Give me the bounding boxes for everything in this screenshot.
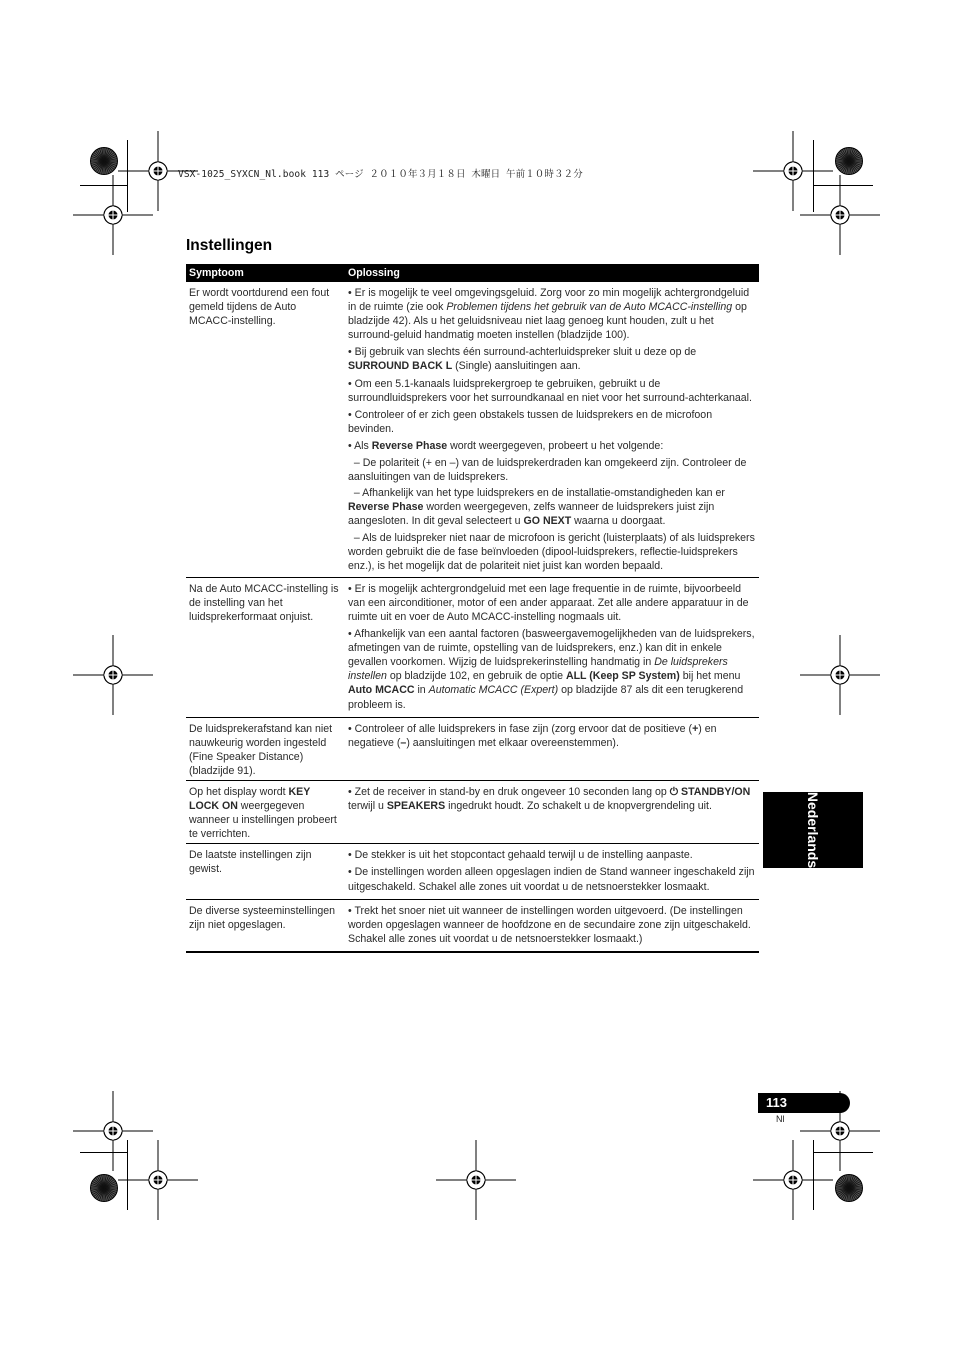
solution-paragraph: • Controleer of er zich geen obstakels tussen de luidsprekers en de microfoon bevinden. [348, 408, 713, 435]
table-row [186, 282, 759, 577]
print-header: VSX-1025_SYXCN_Nl.book 113 ページ ２０１０年３月１８日 木曜日 午前１０時３２分 [178, 169, 583, 180]
page-language-code: Nl [776, 1114, 785, 1124]
symptom-cell: Na de Auto MCACC-instelling is de instelling van het luidsprekerformaat onjuist. [186, 577, 345, 717]
column-header-symptom: Symptoom [186, 264, 345, 282]
solution-paragraph: • Zet de receiver in stand-by en druk ongeveer 10 seconden lang op ⏻ STANDBY/ON terwijl u SPEAKERS ingedrukt houdt. Zo schakelt u de knopvergrendeling uit. [348, 786, 751, 813]
solution-cell [345, 282, 759, 577]
language-side-tab-label: Nederlands [805, 791, 821, 869]
solution-paragraph: • Als Reverse Phase wordt weergegeven, probeert u het volgende: [348, 439, 664, 452]
solution-paragraph: • Afhankelijk van een aantal factoren (basweergavemogelijkheden van de luidsprekers, afmetingen van de ruimte, opstelling van de luidsprekers, enz.) kan dit in enkele gevallen voorkomen. Wijzig de luidsprekerinstelling handmatig in De luidsprekers instellen op bladzijde 102, en gebruik de optie ALL (Keep SP System) bij het menu Auto MCACC in Automatic MCACC (Expert) op bladzijde 87 als dit een terugkerend probleem is. [348, 628, 755, 711]
solution-paragraph: – De polariteit (+ en –) van de luidsprekerdraden kan omgekeerd zijn. Controleer de aansluitingen van de luidsprekers. [348, 457, 747, 484]
symptom-cell: De diverse systeeminstellingen zijn niet opgeslagen. [186, 899, 345, 952]
registration-starburst-icon [834, 146, 864, 176]
solution-paragraph: • Er is mogelijk te veel omgevingsgeluid. Zorg voor zo min mogelijk achtergrondgeluid in de ruimte (zie ook Problemen tijdens het gebruik van de Auto MCACC-instelling op bladzijde 42). Als u het geluidsniveau niet laag genoeg kunt houden, zult u het surround-geluid handmatig moeten instellen (bladzijde 100). [348, 287, 750, 342]
column-header-solution: Oplossing [345, 264, 759, 282]
section-title: Instellingen [186, 237, 273, 254]
solution-cell [345, 717, 759, 780]
registration-crosshair-icon [753, 1140, 833, 1220]
table-row [186, 899, 759, 952]
symptom-cell: De laatste instellingen zijn gewist. [186, 844, 345, 899]
registration-crosshair-icon [800, 635, 880, 715]
solution-paragraph: • Trekt het snoer niet uit wanneer de instellingen worden uitgevoerd. (De instellingen worden opgeslagen wanneer de hoofdzone en de secundaire zone zijn uitgeschakeld. Schakel alle zones uit voordat u de netsnoerstekker losmaakt.) [348, 904, 751, 945]
symptom-cell: Er wordt voortdurend een fout gemeld tijdens de Auto MCACC-instelling. [186, 282, 345, 577]
page-number: 113 [766, 1095, 787, 1110]
symptom-cell: Op het display wordt KEY LOCK ON weergegeven wanneer u instellingen probeert te verrichten. [186, 781, 345, 844]
table-row [186, 781, 759, 844]
registration-starburst-icon [89, 146, 119, 176]
solution-cell [345, 844, 759, 899]
troubleshooting-table [186, 264, 759, 953]
registration-crosshair-icon [118, 1140, 198, 1220]
solution-paragraph: • De stekker is uit het stopcontact gehaald terwijl u de instelling aanpaste. [348, 849, 693, 862]
table-row [186, 717, 759, 780]
symptom-cell: De luidsprekerafstand kan niet nauwkeurig worden ingesteld (Fine Speaker Distance) (bladzijde 91). [186, 717, 345, 780]
table-header-row [186, 264, 759, 282]
solution-paragraph: • Bij gebruik van slechts één surround-achterluidspreker sluit u deze op de SURROUND BACK L (Single) aansluitingen aan. [348, 346, 697, 373]
solution-paragraph: – Als de luidspreker niet naar de microfoon is gericht (luisterplaats) of als luidsprekers worden gebruikt die de fase beïnvloeden (dipool-luidsprekers, reflectie-luidsprekers enz.), is het mogelijk dat de polariteit niet juist kan worden bepaald. [348, 531, 755, 572]
registration-crosshair-icon [436, 1140, 516, 1220]
solution-paragraph: • De instellingen worden alleen opgeslagen indien de Stand wanneer ingeschakeld zijn uitgeschakeld. Schakel alle zones uit voordat u de netsnoerstekker losmaakt. [348, 866, 755, 893]
table-row [186, 844, 759, 899]
language-side-tab [763, 792, 863, 868]
registration-crosshair-icon [73, 635, 153, 715]
registration-starburst-icon [89, 1173, 119, 1203]
solution-cell [345, 899, 759, 952]
registration-crosshair-icon [800, 175, 880, 255]
solution-paragraph: • Controleer of alle luidsprekers in fase zijn (zorg ervoor dat de positieve (+) en negatieve (–) aansluitingen met elkaar overeenstemmen). [348, 722, 717, 749]
solution-paragraph: • Er is mogelijk achtergrondgeluid met een lage frequentie in de ruimte, bijvoorbeeld van een airconditioner, motor of een ander apparaat. Zet alle andere apparatuur in de ruimte uit en voer de Auto MCACC-instelling nogmaals uit. [348, 582, 749, 623]
table-row [186, 577, 759, 717]
registration-crosshair-icon [73, 175, 153, 255]
solution-cell [345, 577, 759, 717]
registration-starburst-icon [834, 1173, 864, 1203]
solution-paragraph: – Afhankelijk van het type luidsprekers en de installatie-omstandigheden kan er Reverse Phase worden weergegeven, zelfs wanneer de luidsprekers juist zijn aangesloten. In dit geval selecteert u GO NEXT waarna u doorgaat. [348, 487, 725, 528]
solution-cell [345, 781, 759, 844]
solution-paragraph: • Om een 5.1-kanaals luidsprekergroep te gebruiken, gebruikt u de surroundluidsprekers voor het surroundkanaal en niet voor het surround-achterkanaal. [348, 377, 752, 404]
